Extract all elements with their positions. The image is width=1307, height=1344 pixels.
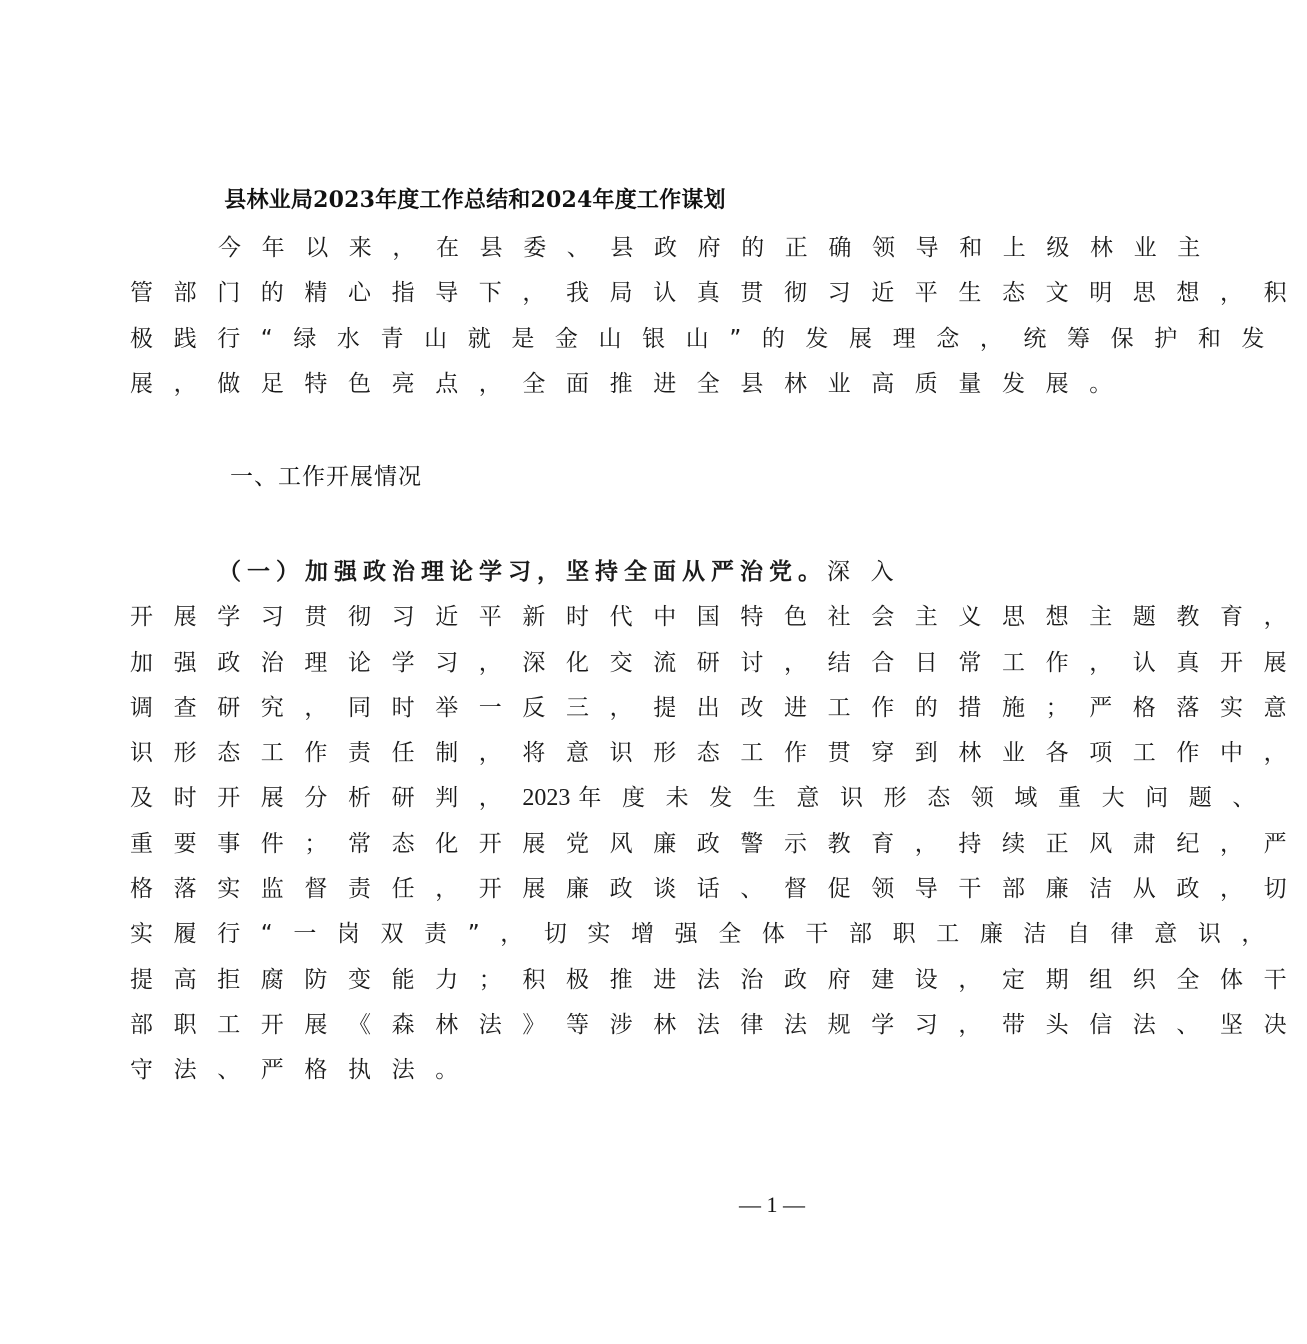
intro-line: 今年以来，在县委、县政府的正确领导和上级林业主 — [218, 235, 1221, 261]
subsection-heading: （一）加强政治理论学习，坚持全面从严治党。 — [218, 559, 827, 585]
subsection-line — [130, 776, 1277, 821]
subsection-line-part: 及时开展分析研判， — [130, 785, 523, 812]
page-number: — 1 — — [739, 1192, 805, 1217]
year-value: 2023 — [522, 785, 571, 812]
subsection-line: 调查研究，同时举一反三，提出改进工作的措施；严格落实意 — [130, 694, 1307, 721]
subsection-line: 格落实监督责任，开展廉政谈话、督促领导干部廉洁从政，切 — [130, 876, 1307, 903]
section-heading: 一、工作开展情况 — [230, 464, 422, 490]
intro-line: 管部门的精心指导下，我局认真贯彻习近平生态文明思想，积 — [130, 280, 1307, 307]
document-title: 县林业局2023年度工作总结和2024年度工作谋划 — [224, 187, 726, 213]
subsection-paragraph — [130, 550, 1307, 1094]
subsection-first-line — [130, 550, 915, 595]
intro-line: 展，做足特色亮点，全面推进全县林业高质量发展。 — [130, 370, 1133, 397]
intro-paragraph — [130, 226, 1307, 407]
subsection-line: 部职工开展《森林法》等涉林法律法规学习，带头信法、坚决 — [130, 1011, 1307, 1038]
subsection-line: 识形态工作责任制，将意识形态工作贯穿到林业各项工作中， — [130, 740, 1307, 767]
subsection-first-line-tail: 深入 — [827, 559, 915, 585]
subsection-line: 重要事件；常态化开展党风廉政警示教育，持续正风肃纪，严 — [130, 830, 1307, 857]
subsection-line-part: 年度未发生意识形态领域重大问题、 — [578, 785, 1277, 812]
subsection-line: 实履行“一岗双责”，切实增强全体干部职工廉洁自律意识， — [130, 921, 1286, 948]
subsection-line: 开展学习贯彻习近平新时代中国特色社会主义思想主题教育， — [130, 604, 1307, 631]
subsection-line: 提高拒腐防变能力；积极推进法治政府建设，定期组织全体干 — [130, 966, 1307, 993]
subsection-line: 加强政治理论学习，深化交流研讨，结合日常工作，认真开展 — [130, 649, 1307, 676]
subsection-line: 守法、严格执法。 — [130, 1057, 479, 1084]
intro-line: 极践行“绿水青山就是金山银山”的发展理念，统筹保护和发 — [130, 325, 1286, 352]
